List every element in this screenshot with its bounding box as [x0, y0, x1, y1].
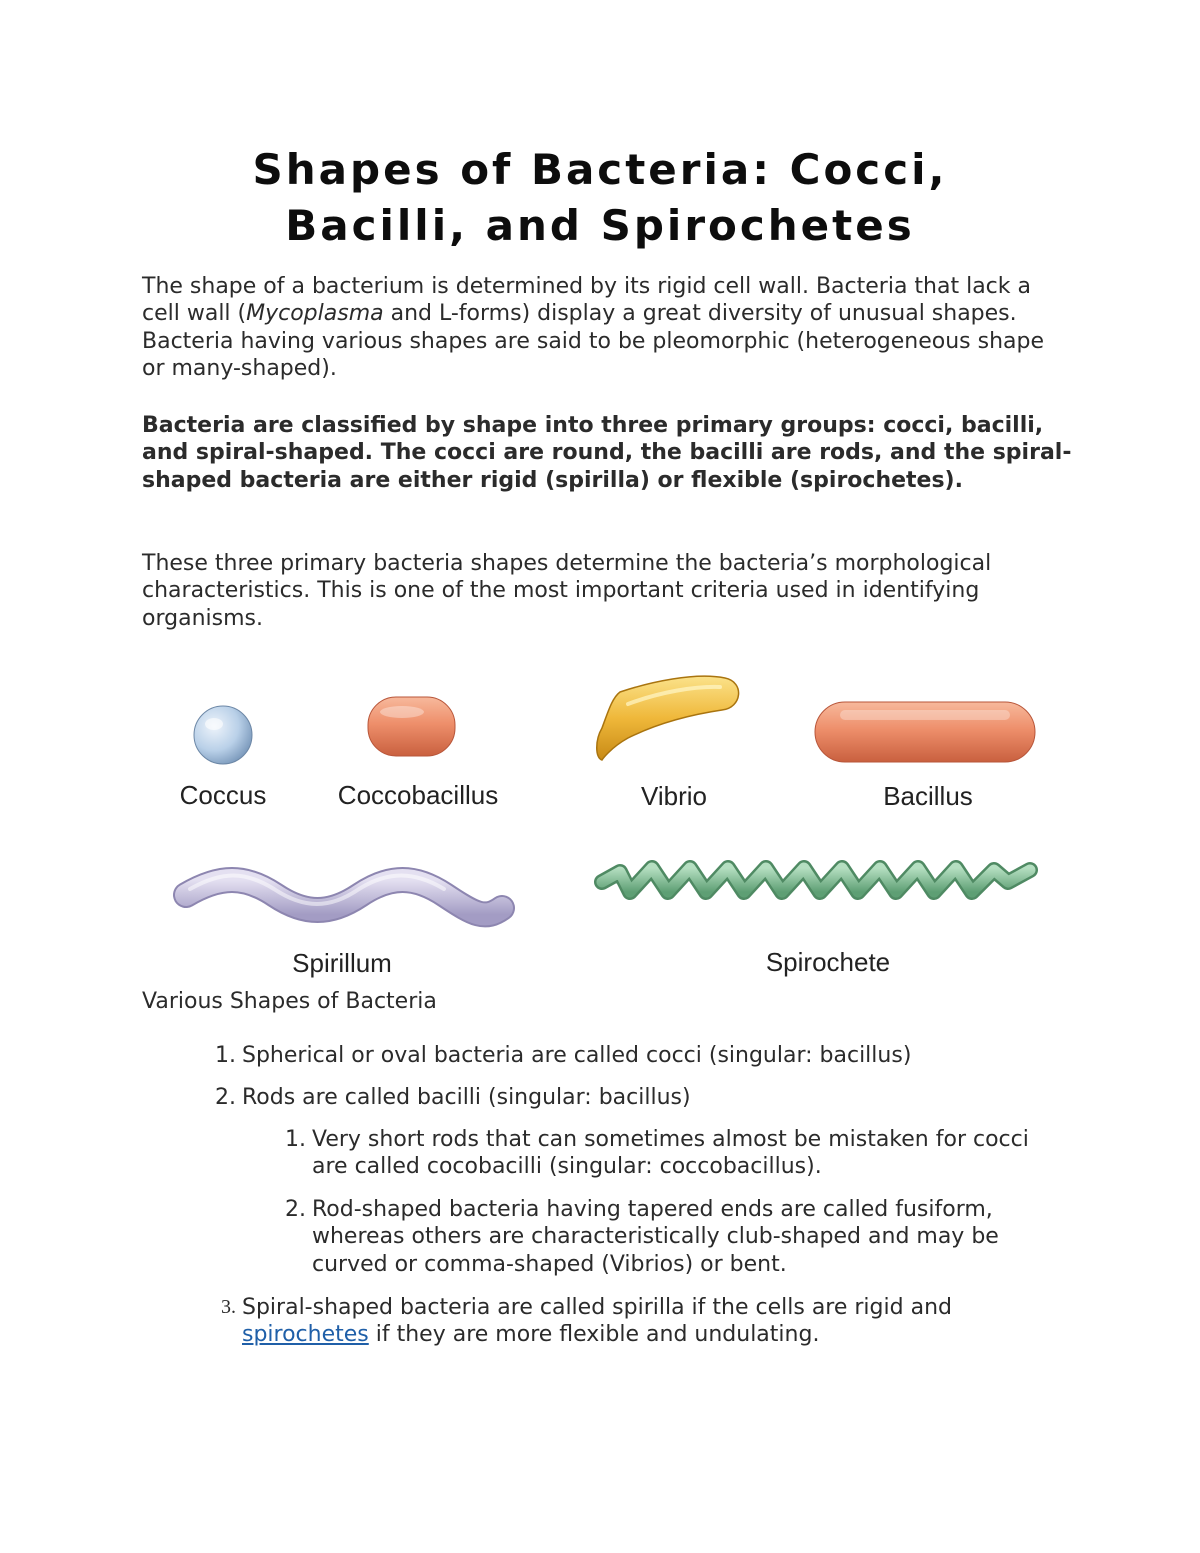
list-text-end: if they are more flexible and undulating.	[368, 1322, 820, 1348]
vibrio-label: Vibrio	[640, 781, 708, 811]
sub-list-item	[285, 1196, 1062, 1278]
intro-text-end: and L-forms) display a great diversity of unusual shapes. Bacteria having various shapes are said to be pleomorphic (heterogeneous shape or many-shaped).	[142, 301, 1045, 381]
classification-paragraph: Bacteria are classified by shape into three primary groups: cocci, bacilli, and spiral-shaped. The cocci are round, the bacilli are rods, and the spiral-shaped bacteria are either rigid (spirilla) or flexible (spirochetes).	[142, 413, 1072, 493]
title-line-1: Shapes of Bacteria: Cocci,	[252, 145, 948, 194]
spirochetes-link[interactable]: spirochetes	[242, 1322, 369, 1348]
list-text: Very short rods that can sometimes almost be mistaken for cocci are called cocobacilli (singular: coccobacillus).	[312, 1127, 1029, 1180]
list-number: 1.	[285, 1127, 306, 1152]
coccus-shape	[194, 706, 252, 764]
intro-paragraph	[142, 273, 1072, 382]
title-line-2: Bacilli, and Spirochetes	[285, 201, 915, 250]
sub-list-item	[285, 1126, 1052, 1181]
spirillum-shape	[186, 876, 502, 915]
page-title	[0, 142, 1200, 254]
list-item	[215, 1084, 1042, 1111]
list-text: Spiral-shaped bacteria are called spirilla if the cells are rigid and	[242, 1295, 952, 1320]
coccus-label: Coccus	[179, 780, 267, 810]
list-number: 2.	[215, 1085, 236, 1110]
list-text: Rods are called bacilli (singular: bacillus)	[242, 1085, 691, 1110]
morphology-paragraph: These three primary bacteria shapes determine the bacteria’s morphological characteristics. This is one of the most important criteria used in identifying organisms.	[142, 551, 992, 631]
list-text: Rod-shaped bacteria having tapered ends are called fusiform, whereas others are characteristically club-shaped and may be curved or comma-shaped (Vibrios) or bent.	[312, 1197, 999, 1277]
bacillus-label: Bacillus	[883, 781, 973, 811]
coccobacillus-label: Coccobacillus	[337, 780, 499, 810]
list-number: 1.	[215, 1043, 236, 1068]
list-item	[221, 1294, 1042, 1349]
spirochete-shape	[602, 868, 1030, 892]
mycoplasma-term: Mycoplasma	[246, 301, 384, 327]
bacillus-shape	[815, 702, 1035, 762]
list-text: Spherical or oval bacteria are called cocci (singular: bacillus)	[242, 1043, 912, 1068]
coccobacillus-shape	[368, 697, 455, 756]
vibrio-shape	[597, 676, 739, 760]
bacteria-shapes-figure	[150, 660, 1060, 985]
list-item	[215, 1042, 1042, 1069]
list-number: 2.	[285, 1197, 306, 1222]
intro-text-start: The shape of a bacterium is determined by its rigid cell wall. Bacteria that lack a cell wall (	[142, 274, 1031, 327]
spirillum-label: Spirillum	[292, 948, 392, 978]
spirochete-label: Spirochete	[765, 947, 891, 977]
figure-caption: Various Shapes of Bacteria	[142, 989, 437, 1014]
list-number: 3.	[221, 1296, 236, 1318]
